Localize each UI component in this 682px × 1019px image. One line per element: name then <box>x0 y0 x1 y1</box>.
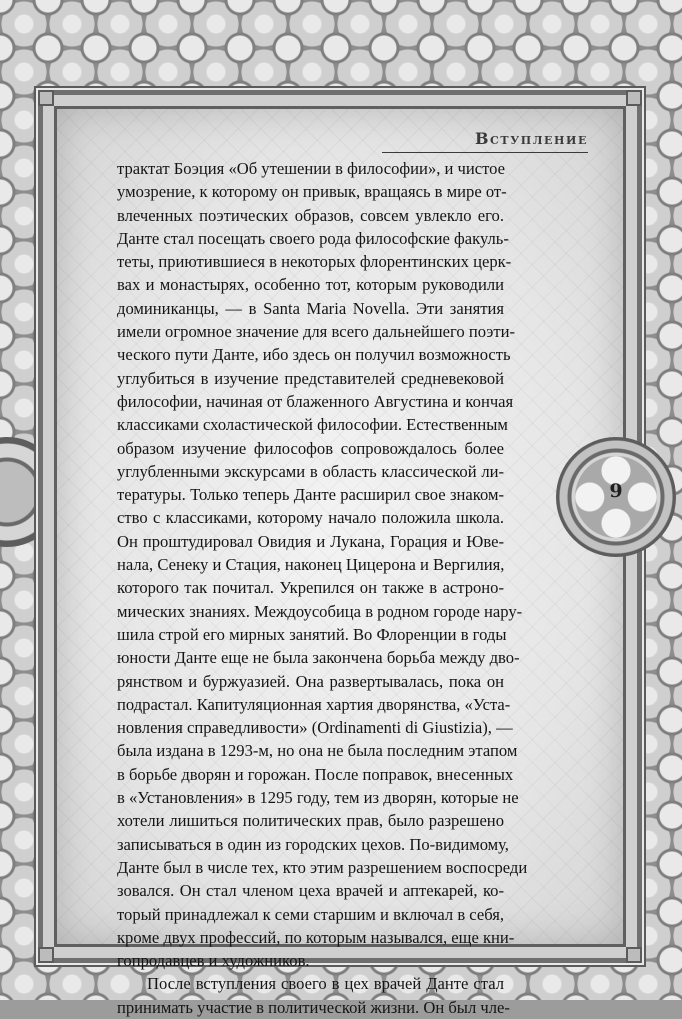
text-line: рянством и буржуазией. Она развертывалась, пока он <box>117 671 504 691</box>
text-line: гопродавцев и художников. <box>117 951 310 971</box>
text-line: Он проштудировал Овидия и Лукана, Горация и Юве- <box>117 531 504 551</box>
text-line: доминиканцы, — в Santa Maria Novella. Эти занятия <box>117 298 504 318</box>
text-line: записываться в один из городских цехов. По-видимому, <box>117 834 509 854</box>
text-line: нала, Сенеку и Стация, наконец Цицерона и Вергилия, <box>117 555 505 575</box>
text-line: мических знаниях. Междоусобица в родном городе нару- <box>117 601 523 621</box>
text-line: влеченных поэтических образов, совсем увлекло его. <box>117 205 504 225</box>
text-line: шила строй его мирных занятий. Во Флоренции в годы <box>117 624 507 644</box>
text-line: была издана в 1293-м, но она не была последним этапом <box>117 741 518 761</box>
text-line: трактат Боэция «Об утешении в философии», и чистое <box>117 159 506 178</box>
text-line: имели огромное значение для всего дальнейшего поэти- <box>117 322 516 342</box>
text-line: в борьбе дворян и горожан. После поправок, внесенных <box>117 764 514 784</box>
text-line: тературы. Только теперь Данте расширил свое знаком- <box>117 485 504 505</box>
text-line: в «Установления» в 1295 году, тем из дворян, которые не <box>117 788 519 808</box>
running-head-rule <box>382 152 588 153</box>
text-line: Данте стал посещать своего рода философские факуль- <box>117 228 509 248</box>
text-line: углубленными экскурсами в область классической ли- <box>117 461 504 481</box>
text-line: углубиться в изучение представителей средневековой <box>117 368 504 388</box>
text-line: подрастал. Капитуляционная хартия дворянства, «Уста- <box>117 694 511 714</box>
text-line: теты, приютившиеся в некоторых флорентинских церк- <box>117 252 512 272</box>
text-line: хотели лишиться политических прав, было разрешено <box>117 811 504 831</box>
frame-corner-ornament-icon <box>626 947 642 963</box>
text-line: принимать участие в политической жизни. Он был чле- <box>117 997 510 1017</box>
text-line: которого так почитал. Укрепился он также в астроно- <box>117 578 504 598</box>
frame-corner-ornament-icon <box>38 947 54 963</box>
text-line: вах и монастырях, особенно тот, которым руководили <box>117 275 504 295</box>
page-number: 9 <box>609 480 623 502</box>
text-line: Данте был в числе тех, кто этим разрешением воспосреди <box>117 857 528 877</box>
text-line: философии, начиная от блаженного Августина и кончая <box>117 391 514 411</box>
text-line: кроме двух профессий, по которым назывался, еще кни- <box>117 927 515 947</box>
frame-corner-ornament-icon <box>38 90 54 106</box>
text-line: новления справедливости» (Ordinamenti di Giustizia), — <box>117 718 513 738</box>
text-line: образом изучение философов сопровождалось более <box>117 438 504 458</box>
text-line: ческого пути Данте, ибо здесь он получил возможность <box>117 345 511 365</box>
text-line: ство с классиками, которому начало положила школа. <box>117 508 504 528</box>
text-line: классиками схоластической философии. Естественным <box>117 415 508 435</box>
text-line: зовался. Он стал членом цеха врачей и аптекарей, ко- <box>117 881 504 901</box>
frame-corner-ornament-icon <box>626 90 642 106</box>
text-line: умозрение, к которому он привык, вращаясь в мире от- <box>117 182 507 202</box>
text-line: юности Данте еще не была закончена борьба между дво- <box>117 648 520 668</box>
text-line: После вступления своего в цех врачей Данте стал <box>147 974 504 994</box>
body-text <box>117 157 528 1019</box>
text-line: торый принадлежал к семи старшим и включал в себя, <box>117 904 505 924</box>
running-head: Вступление <box>474 129 588 148</box>
